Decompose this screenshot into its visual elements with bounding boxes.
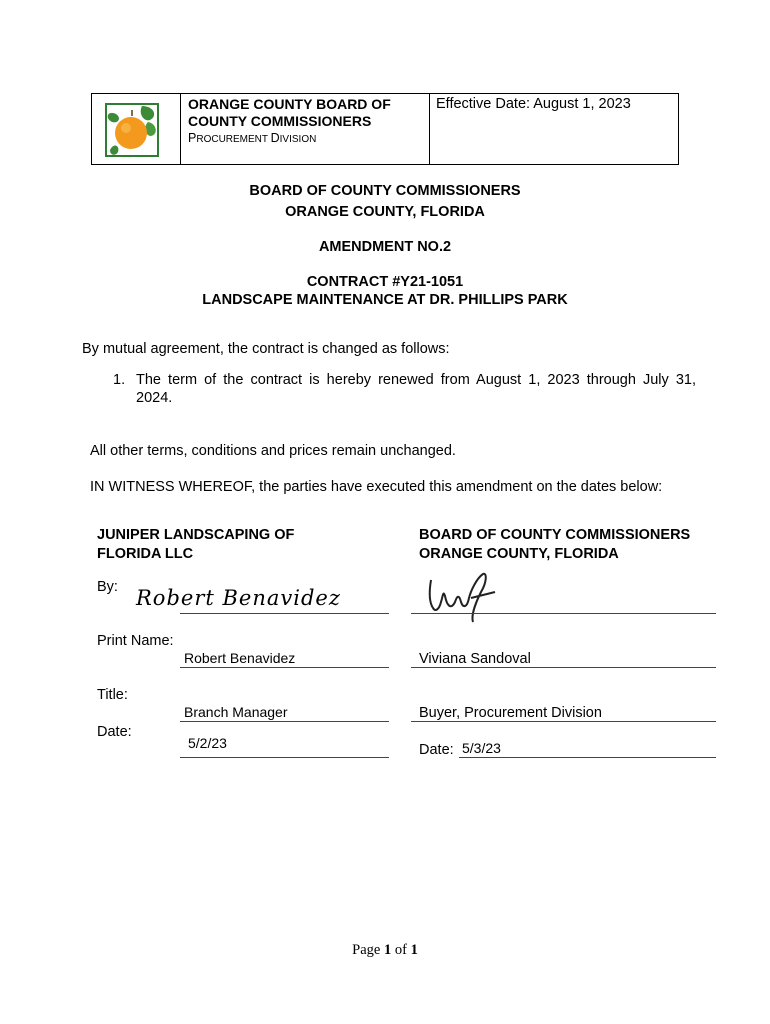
page-number: 1: [383, 942, 392, 958]
division-word2-rest: IVISION: [279, 134, 317, 145]
item-text-line1: The term of the contract is hereby renewed from August 1, 2023 through July 31,: [136, 372, 696, 388]
left-signature: Robert Benavidez: [136, 586, 341, 610]
left-party: [97, 526, 294, 564]
left-date-line: [180, 757, 389, 758]
header-table: [91, 93, 679, 165]
right-signature-line: [411, 613, 716, 614]
right-signature-icon: [425, 568, 505, 628]
project-name: LANDSCAPE MAINTENANCE AT DR. PHILLIPS PARK: [202, 292, 568, 308]
org-name-line1: ORANGE COUNTY BOARD OF: [188, 96, 391, 112]
contract-number: CONTRACT #Y21-1051: [306, 274, 464, 290]
left-signature-line: [180, 613, 389, 614]
left-print-name: Robert Benavidez: [184, 650, 296, 666]
item-text-line2: 2024.: [136, 390, 173, 406]
date-label: Date:: [97, 724, 132, 740]
right-print-name: Viviana Sandoval: [419, 651, 531, 667]
right-print-name-line: [411, 667, 716, 668]
right-title-line: [411, 721, 716, 722]
left-party-line2: FLORIDA LLC: [97, 546, 194, 562]
intro-text: By mutual agreement, the contract is changed as follows:: [82, 341, 450, 357]
left-date: 5/2/23: [188, 735, 227, 751]
right-party-line1: BOARD OF COUNTY COMMISSIONERS: [419, 527, 691, 543]
organization-name: [188, 96, 428, 130]
division-initial-p: P: [188, 131, 197, 145]
page-word: Page: [352, 942, 384, 958]
division-initial-d: D: [270, 131, 280, 145]
org-name-line2: COUNTY COMMISSIONERS: [188, 113, 372, 129]
by-label: By:: [97, 579, 118, 595]
title-line2: ORANGE COUNTY, FLORIDA: [285, 204, 485, 220]
right-date-label: Date:: [419, 742, 454, 758]
left-title-line: [180, 721, 389, 722]
logo-cell: [92, 94, 181, 164]
amendment-number: AMENDMENT NO.2: [318, 239, 452, 255]
organization-cell: [181, 94, 430, 164]
witness-text: IN WITNESS WHEREOF, the parties have executed this amendment on the dates below:: [90, 479, 663, 495]
orange-county-logo-icon: [102, 100, 162, 160]
page-total: 1: [410, 942, 418, 958]
right-date-line: [459, 757, 716, 758]
right-party-line2: ORANGE COUNTY, FLORIDA: [419, 546, 619, 562]
left-print-name-line: [180, 667, 389, 668]
page-footer: [0, 942, 770, 959]
right-date: 5/3/23: [462, 740, 501, 756]
division-name: [188, 131, 316, 145]
of-word: of: [391, 942, 411, 958]
left-party-line1: JUNIPER LANDSCAPING OF: [97, 527, 295, 543]
effective-date-cell: [430, 94, 678, 164]
effective-date: Effective Date: August 1, 2023: [436, 96, 631, 112]
right-party: [419, 526, 690, 564]
title-label: Title:: [97, 687, 128, 703]
right-title: Buyer, Procurement Division: [419, 705, 602, 721]
division-word1-rest: ROCUREMENT: [196, 134, 271, 145]
left-title: Branch Manager: [184, 704, 288, 720]
print-name-label: Print Name:: [97, 633, 174, 649]
other-terms-text: All other terms, conditions and prices remain unchanged.: [90, 443, 456, 459]
title-line1: BOARD OF COUNTY COMMISSIONERS: [249, 183, 521, 199]
item-number: 1.: [113, 372, 126, 388]
